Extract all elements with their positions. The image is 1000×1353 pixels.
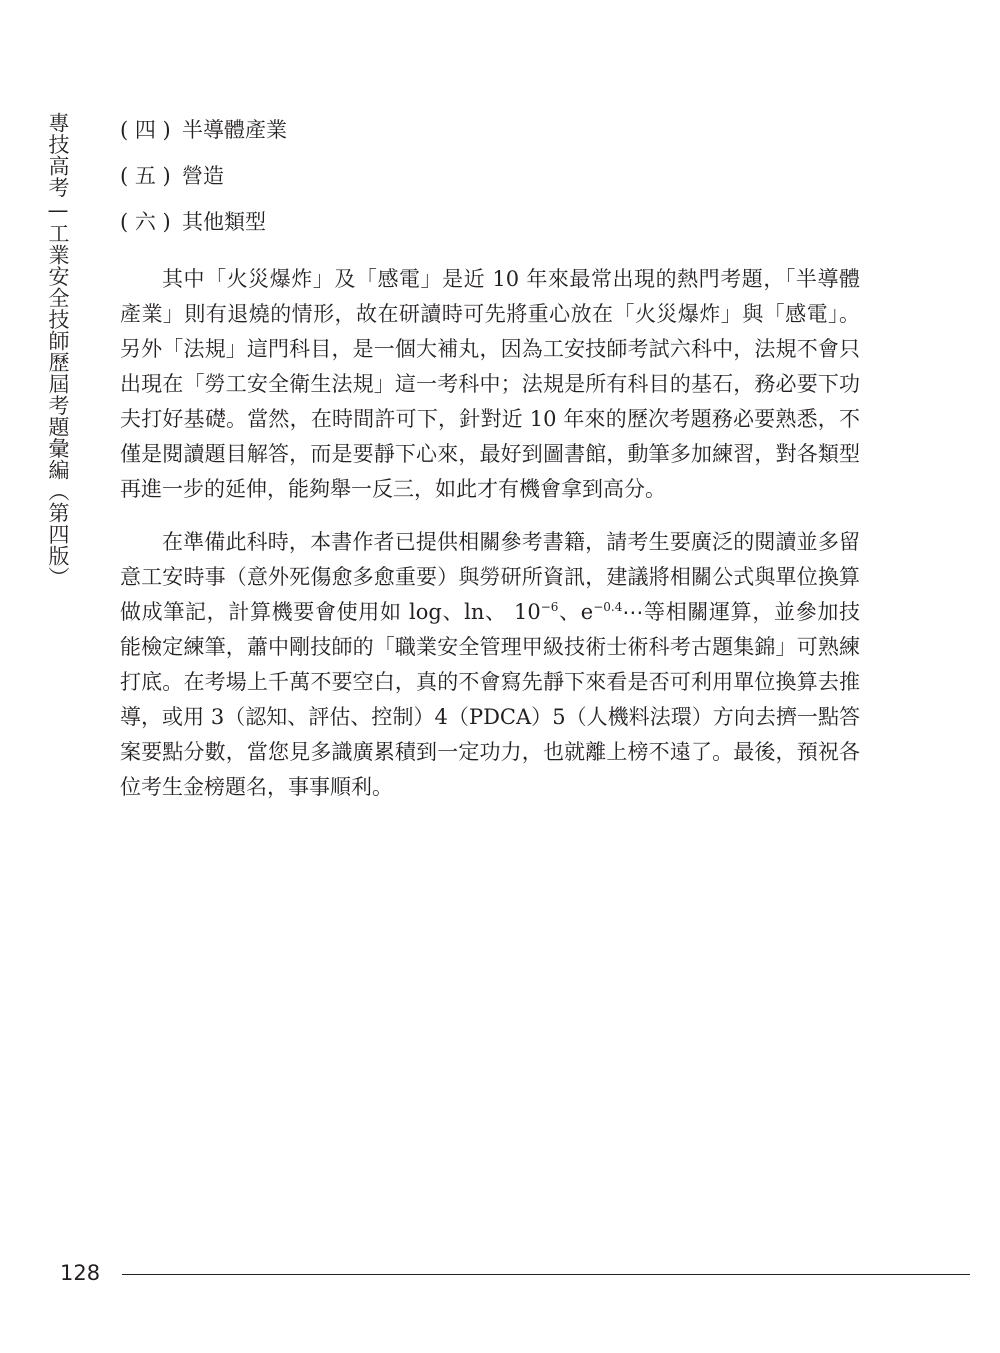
page-number: 128 [60, 1261, 101, 1285]
list-item [120, 112, 860, 148]
footer-rule [122, 1274, 970, 1275]
list-item-text: 半導體產業 [182, 118, 287, 142]
paragraph-text-after: ⋯等相關運算，並參加技能檢定練筆，蕭中剛技師的「職業安全管理甲級技術士術科考古題集錦」可熟練打底。在考場上千萬不要空白，真的不會寫先靜下來看是否可利用單位換算去推導，或用 3（認知、評估、控制）4（PDCA）5（人機料法環）方向去擠一點答案要點分數，當您見多識廣累積到一定功力，也就離上榜不遠了。最後，預祝各位考生金榜題名，事事順利。 [120, 600, 861, 799]
running-header-title: 專技高考—工業安全技師歷屆考題彙編（第四版） [46, 112, 70, 588]
list-item [120, 204, 860, 240]
paragraph-text-before: 在準備此科時，本書作者已提供相關參考書籍，請考生要廣泛的閱讀並多留意工安時事（意外死傷愈多愈重要）與勞研所資訊，建議將相關公式與單位換算做成筆記，計算機要會使用如 log、ln、 10 [120, 530, 860, 624]
paragraph-hot-topics: 其中「火災爆炸」及「感電」是近 10 年來最常出現的熱門考題，「半導體產業」則有退燒的情形，故在研讀時可先將重心放在「火災爆炸」與「感電」。另外「法規」這門科目，是一個大補丸，因為工安技師考試六科中，法規不會只出現在「勞工安全衛生法規」這一考科中；法規是所有科目的基石，務必要下功夫打好基礎。當然，在時間許可下，針對近 10 年來的歷次考題務必要熟悉，不僅是閱讀題目解答，而是要靜下心來，最好到圖書館，動筆多加練習，對各類型再進一步的延伸，能夠舉一反三，如此才有機會拿到高分。 [120, 267, 860, 501]
list-item-number: ( 六 ) [120, 210, 171, 234]
list-item [120, 158, 860, 194]
list-item-number: ( 四 ) [120, 118, 171, 142]
list-item-text: 其他類型 [182, 210, 266, 234]
paragraph-study-advice [120, 525, 860, 805]
superscript-exponent: −6 [540, 600, 559, 614]
superscript-exponent: −0.4 [593, 600, 623, 614]
paragraph-text-mid: 、e [558, 600, 594, 624]
list-item-text: 營造 [182, 164, 224, 188]
list-item-number: ( 五 ) [120, 164, 171, 188]
page-body [120, 112, 860, 805]
